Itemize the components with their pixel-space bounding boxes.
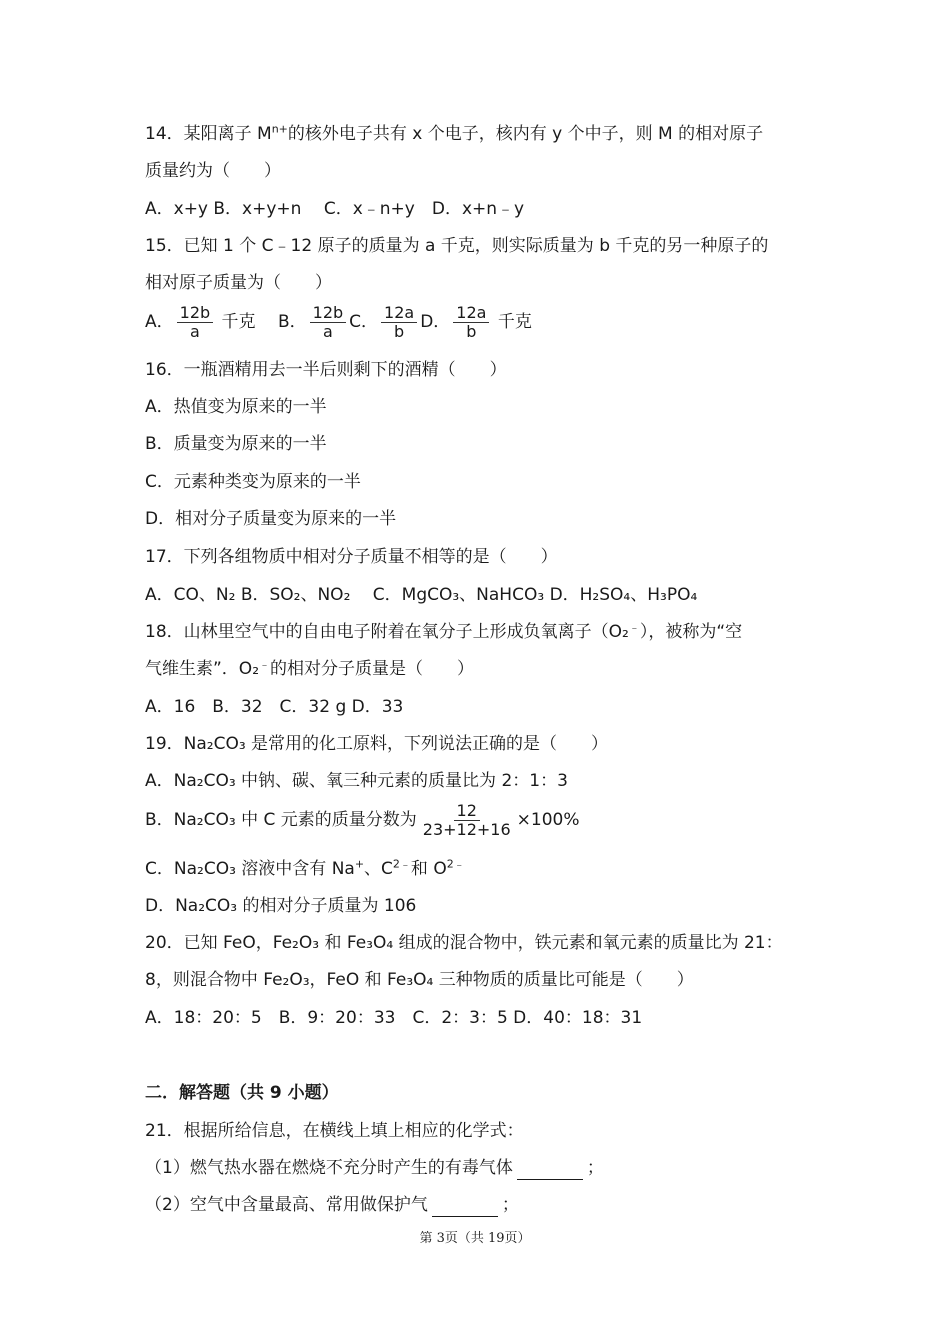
q19-option-b: B．Na₂CO₃ 中 C 元素的质量分数为 $\frac{12}{23+12+16}$ ×100%	[145, 800, 580, 839]
q16-option-a: A．热值变为原来的一半	[145, 397, 327, 417]
fraction-b: $\frac{12b}{a}$	[310, 304, 347, 341]
superscript: n+	[271, 122, 288, 136]
page-footer: 第 3页（共 19页）	[419, 1231, 531, 1246]
q19-stem: 19．Na₂CO₃ 是常用的化工原料，下列说法正确的是（ ）	[145, 734, 609, 754]
answer-blank[interactable]	[432, 1198, 498, 1217]
q16-option-c: C．元素种类变为原来的一半	[145, 472, 361, 492]
q16-option-b: B．质量变为原来的一半	[145, 434, 327, 454]
q19-option-c: C．Na₂CO₃ 溶液中含有 Na+、$C^{2﹣}$和 $O^{2﹣}$	[145, 857, 465, 879]
q16-stem: 16．一瓶酒精用去一半后则剩下的酒精（ ）	[145, 360, 507, 380]
q15-stem-line2: 相对原子质量为（ ）	[145, 273, 332, 293]
q20-stem-line1: 20．已知 FeO，Fe₂O₃ 和 Fe₃O₄ 组成的混合物中，铁元素和氧元素的质量比为 21：	[145, 933, 783, 953]
q19-option-a: A．Na₂CO₃ 中钠、碳、氧三种元素的质量比为 2：1：3	[145, 771, 568, 791]
q20-options: A．18：20：5 B．9：20：33 C．2：3：5 D．40：18：31	[145, 1008, 643, 1028]
q15-options: A． $\frac{12b}{a}$ 千克 B． $\frac{12b}{a}$ C． $\frac{12a}{b}$ D． $\frac{12a}{b}$ 千克	[145, 302, 532, 341]
q14-options: A．x+y B．x+y+n C．x﹣n+y D．x+n﹣y	[145, 199, 525, 219]
q21-stem: 21．根据所给信息，在横线上填上相应的化学式：	[145, 1121, 524, 1141]
q17-options: A．CO、N₂ B．SO₂、NO₂ C．MgCO₃、NaHCO₃ D．H₂SO₄、H₃PO₄	[145, 585, 698, 605]
q21-part1: （1）燃气热水器在燃烧不充分时产生的有毒气体 ；	[145, 1158, 604, 1178]
q19-option-d: D．Na₂CO₃ 的相对分子质量为 106	[145, 896, 417, 916]
superscript: ﹣	[628, 620, 640, 634]
q14-stem-line2: 质量约为（ ）	[145, 161, 281, 181]
fraction-c: $\frac{12a}{b}$	[381, 304, 417, 341]
q17-stem: 17．下列各组物质中相对分子质量不相等的是（ ）	[145, 547, 558, 567]
q16-option-d: D．相对分子质量变为原来的一半	[145, 509, 397, 529]
fraction-mass-percent: $\frac{12}{23+12+16}$	[422, 800, 511, 839]
section-heading: 二．解答题（共 9 小题）	[145, 1083, 339, 1103]
q14-stem-line1: 14．某阳离子 $M^{n+}$的核外电子共有 x 个电子，核内有 y 个中子，则 M 的相对原子	[145, 122, 764, 144]
fraction-d: $\frac{12a}{b}$	[453, 304, 489, 341]
q20-stem-line2: 8，则混合物中 Fe₂O₃，FeO 和 Fe₃O₄ 三种物质的质量比可能是（ ）	[145, 970, 694, 990]
q18-stem-line2: 气维生素”．O₂﹣的相对分子质量是（ ）	[145, 657, 475, 679]
q21-part2: （2）空气中含量最高、常用做保护气 ；	[145, 1195, 519, 1215]
q18-options: A．16 B．32 C．32 g D．33	[145, 697, 404, 717]
q15-stem-line1: 15．已知 1 个 C﹣12 原子的质量为 a 千克，则实际质量为 b 千克的另一种原子的	[145, 236, 769, 256]
answer-blank[interactable]	[517, 1161, 583, 1180]
fraction-a: $\frac{12b}{a}$	[177, 304, 214, 341]
superscript: ﹣	[259, 657, 271, 671]
q18-stem-line1: 18．山林里空气中的自由电子附着在氧分子上形成负氧离子（O₂﹣），被称为“空	[145, 620, 743, 642]
